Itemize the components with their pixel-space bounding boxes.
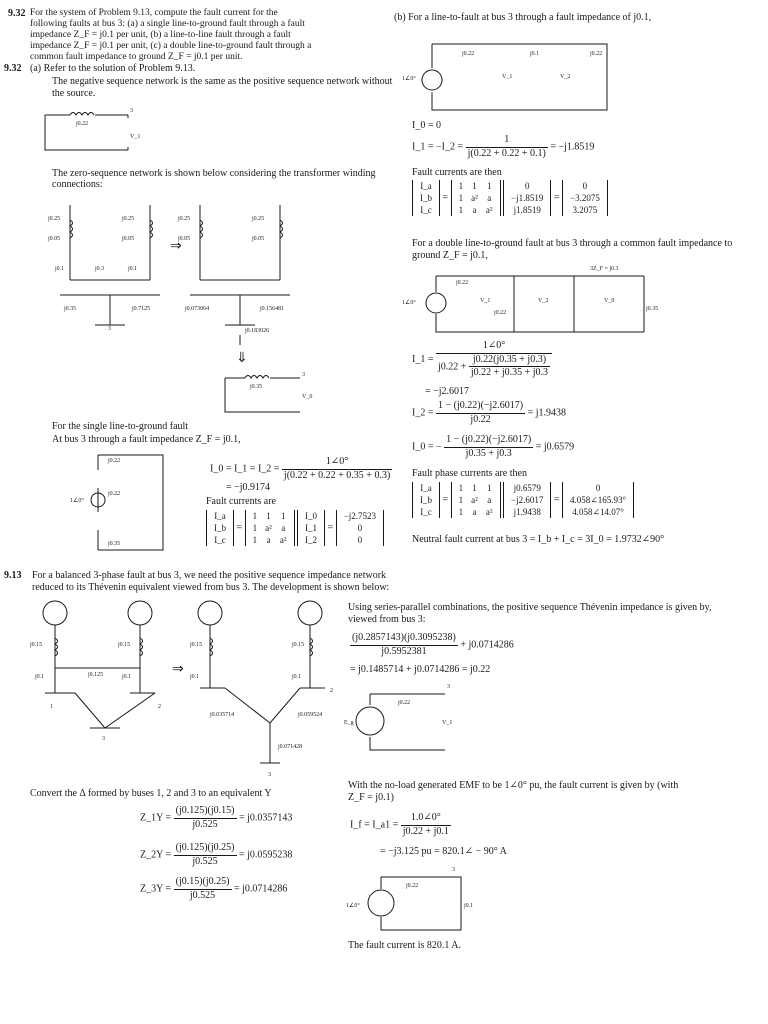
svg-text:j0.073064: j0.073064: [185, 306, 210, 312]
svg-text:j0.1: j0.1: [35, 674, 45, 680]
problem-913-number: 9.13: [4, 570, 22, 581]
part-b-title: (b) For a line-to-fault at bus 3 through a fault impedance of j0.1,: [394, 12, 652, 23]
svg-text:j0.25: j0.25: [122, 216, 135, 222]
svg-text:j0.183026: j0.183026: [245, 328, 270, 334]
svg-text:j0.1: j0.1: [190, 674, 200, 680]
thevenin-result: = j0.1485714 + j0.0714286 = j0.22: [350, 664, 491, 675]
svg-text:j0.22: j0.22: [406, 883, 419, 889]
svg-text:j0.15: j0.15: [30, 642, 43, 648]
svg-text:j0.25: j0.25: [252, 216, 265, 222]
svg-text:j0.35: j0.35: [64, 306, 77, 312]
final-answer: The fault current is 820.1 A.: [348, 940, 462, 951]
z1y-equation: Z_1Y = $\frac{(j0.125)(j0.15)}{j0.525}$ = j0.0357143: [140, 805, 293, 830]
svg-text:2: 2: [158, 704, 161, 710]
down-arrow: ⇓: [236, 351, 248, 366]
svg-text:j0.05: j0.05: [178, 236, 191, 242]
svg-text:3: 3: [102, 736, 105, 742]
implies-arrow: ⇒: [170, 239, 182, 254]
svg-text:3: 3: [108, 326, 111, 332]
thevenin-text-2: viewed from bus 3:: [348, 614, 426, 625]
svg-text:j0.1: j0.1: [55, 266, 65, 272]
z3y-equation: Z_3Y = $\frac{(j0.15)(j0.25)}{j0.525}$ = j0.0714286: [140, 876, 288, 901]
neg-seq-z: j0.22: [76, 121, 89, 127]
svg-text:j0.1: j0.1: [128, 266, 138, 272]
svg-text:3: 3: [130, 108, 133, 114]
svg-text:V_1: V_1: [130, 134, 141, 140]
svg-text:2: 2: [330, 688, 333, 694]
convert-text: Convert the Δ formed by buses 1, 2 and 3 to an equivalent Y: [30, 788, 272, 799]
svg-text:j0.1: j0.1: [292, 674, 302, 680]
slg-fault-currents-label: Fault currents are: [206, 496, 276, 507]
svg-text:j0.15: j0.15: [118, 642, 131, 648]
slg-circuit: [68, 450, 178, 555]
svg-text:j0.25: j0.25: [178, 216, 191, 222]
svg-text:V_0: V_0: [604, 298, 615, 304]
zero-seq-diagram: [40, 200, 390, 370]
svg-text:j0.05: j0.05: [252, 236, 265, 242]
svg-text:j0.25: j0.25: [48, 216, 61, 222]
neg-seq-diagram: [40, 100, 160, 155]
svg-text:j0.22: j0.22: [462, 51, 475, 57]
svg-text:j0.156481: j0.156481: [260, 306, 285, 312]
svg-text:E_g: E_g: [344, 720, 354, 726]
b-matrix-equation: I_a I_b I_c = 1 1 1 1 a² a 1 a a² 0 −j1.8519 j1.8519 = 0 −3.2075 3.2075: [412, 180, 608, 216]
z2y-equation: Z_2Y = $\frac{(j0.125)(j0.25)}{j0.525}$ = j0.0595238: [140, 842, 293, 867]
c-title-2: ground Z_F = j0.1,: [412, 250, 488, 261]
svg-text:V_1: V_1: [442, 720, 453, 726]
svg-text:j0.7125: j0.7125: [132, 306, 151, 312]
slg-equation: I_0 = I_1 = I_2 = $\frac{1\angle 0^\circ}{j(0.22 + 0.22 + 0.35 + 0.3)}$: [210, 456, 391, 481]
b-i1-equation: I_1 = −I_2 = $\frac{1}{j(0.22 + 0.22 + 0.1)}$ = −j1.8519: [412, 134, 595, 159]
svg-text:j0.1: j0.1: [530, 51, 540, 57]
svg-text:V_2: V_2: [560, 74, 571, 80]
svg-text:j0.071428: j0.071428: [278, 744, 303, 750]
svg-text:j0.05: j0.05: [48, 236, 61, 242]
svg-text:j0.35: j0.35: [646, 306, 659, 312]
thevenin-text: Using series-parallel combinations, the positive sequence Thévenin impedance is given by,: [348, 602, 712, 613]
fault-circuit: [346, 865, 476, 935]
svg-text:3Z_F = j0.3: 3Z_F = j0.3: [590, 266, 619, 272]
neg-seq-text: The negative sequence network is the same as the positive sequence network without: [52, 76, 393, 87]
neg-seq-text-2: the source.: [52, 88, 96, 99]
svg-text:j0.15: j0.15: [292, 642, 305, 648]
svg-text:3: 3: [447, 684, 450, 690]
dlg-circuit: [402, 262, 664, 337]
svg-text:j0.05: j0.05: [122, 236, 135, 242]
svg-text:V_2: V_2: [538, 298, 549, 304]
c-matrix-equation: I_a I_b I_c = 1 1 1 1 a² a 1 a a² j0.6579 −j2.6017 j1.9438 = 0 4.058∠165.93° 4.058∠14.07°: [412, 482, 634, 518]
svg-text:1∠0°: 1∠0°: [402, 300, 416, 306]
ll-fault-circuit: [402, 30, 622, 115]
slg-result: = −j0.9174: [226, 482, 271, 493]
implies-arrow-2: ⇒: [172, 662, 184, 677]
pos-seq-network-diagram: [30, 598, 350, 783]
neutral-current: Neutral fault current at bus 3 = I_b + I_c = 3I_0 = 1.9732∠90°: [412, 534, 665, 545]
svg-text:j0.22: j0.22: [456, 280, 469, 286]
c-i1-result: = −j2.6017: [425, 386, 470, 397]
svg-text:j0.22: j0.22: [590, 51, 603, 57]
c-fault-label: Fault phase currents are then: [412, 468, 527, 479]
svg-text:1∠0°: 1∠0°: [402, 76, 416, 82]
c-i0-equation: I_0 = − $\frac{1 - (j0.22)(-j2.6017)}{j0.35 + j0.3}$ = j0.6579: [412, 434, 575, 459]
svg-text:V_1: V_1: [502, 74, 513, 80]
thevenin-equation: $\frac{(j0.2857143)(j0.3095238)}{j0.5952381}$ + j0.0714286: [352, 632, 514, 657]
svg-text:1: 1: [50, 704, 53, 710]
svg-text:j0.22: j0.22: [398, 700, 411, 706]
svg-text:j0.15: j0.15: [190, 642, 203, 648]
b-fault-label: Fault currents are then: [412, 167, 502, 178]
slg-matrix-equation: I_a I_b I_c = 1 1 1 1 a² a 1 a a² I_0 I_1 I_2 = −j2.7523 0 0: [206, 510, 384, 546]
slg-subtitle: At bus 3 through a fault impedance Z_F = j0.1,: [52, 434, 241, 445]
solution-a-heading: (a) Refer to the solution of Problem 9.13.: [30, 63, 196, 74]
p913-intro-2: reduced to its Thévenin equivalent viewed from bus 3. The development is shown below:: [32, 582, 390, 593]
b-i0: I_0 = 0: [412, 120, 441, 131]
svg-text:3: 3: [302, 372, 305, 378]
svg-text:3: 3: [268, 772, 271, 778]
thevenin-circuit: [344, 680, 470, 755]
p913-intro: For a balanced 3-phase fault at bus 3, we need the positive sequence impedance network: [32, 570, 387, 581]
svg-text:j0.125: j0.125: [88, 672, 104, 678]
c-title: For a double line-to-ground fault at bus 3 through a common fault impedance to: [412, 238, 733, 249]
svg-text:1∠0°: 1∠0°: [346, 903, 360, 909]
fault-current-result: = −j3.125 pu = 820.1∠ − 90° A: [380, 846, 507, 857]
problem-number: 9.32: [8, 8, 26, 19]
zero-seq-text-2: connections:: [52, 179, 103, 190]
svg-text:j0.059524: j0.059524: [298, 712, 323, 718]
svg-text:j0.3: j0.3: [95, 266, 105, 272]
fault-current-equation: I_f = I_a1 = $\frac{1.0\angle 0^\circ}{j0.22 + j0.1}$: [350, 812, 449, 837]
c-i1-equation: I_1 = 1∠0° j0.22 + $\frac{j0.22(j0.35 + j0.3)}{j0.22 + j0.35 + j0.3}$: [412, 340, 552, 380]
c-i2-equation: I_2 = $\frac{1 - (j0.22)(-j2.6017)}{j0.22}$ = j1.9438: [412, 400, 567, 425]
zero-seq-reduced: [220, 370, 330, 415]
svg-text:j0.22: j0.22: [108, 458, 121, 464]
problem-statement: For the system of Problem 9.13, compute the fault current for the following faults at bus 3: (a) a single line-to-ground fault through a fault impedance Z_F = j0.1 per unit, (b) a line-to-line fault through a fault impedance Z_F = j0.1 per unit, (c) a double line-to-ground fault through a common fault impedance to ground Z_F = j0.1 per unit.: [30, 8, 312, 62]
svg-text:V_0: V_0: [302, 394, 313, 400]
emf-text-2: Z_F = j0.1): [348, 792, 394, 803]
svg-text:j0.22: j0.22: [494, 310, 507, 316]
svg-text:j0.22: j0.22: [108, 491, 121, 497]
emf-text: With the no-load generated EMF to be 1∠0° pu, the fault current is given by (with: [348, 780, 679, 791]
solution-number: 9.32: [4, 63, 22, 74]
svg-text:j0.1: j0.1: [464, 903, 474, 909]
svg-text:1∠0°: 1∠0°: [70, 498, 84, 504]
svg-text:j0.035714: j0.035714: [210, 712, 235, 718]
slg-title: For the single line-to-ground fault: [52, 421, 189, 432]
svg-text:j0.1: j0.1: [122, 674, 132, 680]
zero-seq-text: The zero-sequence network is shown below considering the transformer winding: [52, 168, 376, 179]
svg-text:3: 3: [452, 867, 455, 873]
svg-text:j0.35: j0.35: [250, 384, 263, 390]
svg-text:j0.35: j0.35: [108, 541, 121, 547]
svg-text:V_1: V_1: [480, 298, 491, 304]
